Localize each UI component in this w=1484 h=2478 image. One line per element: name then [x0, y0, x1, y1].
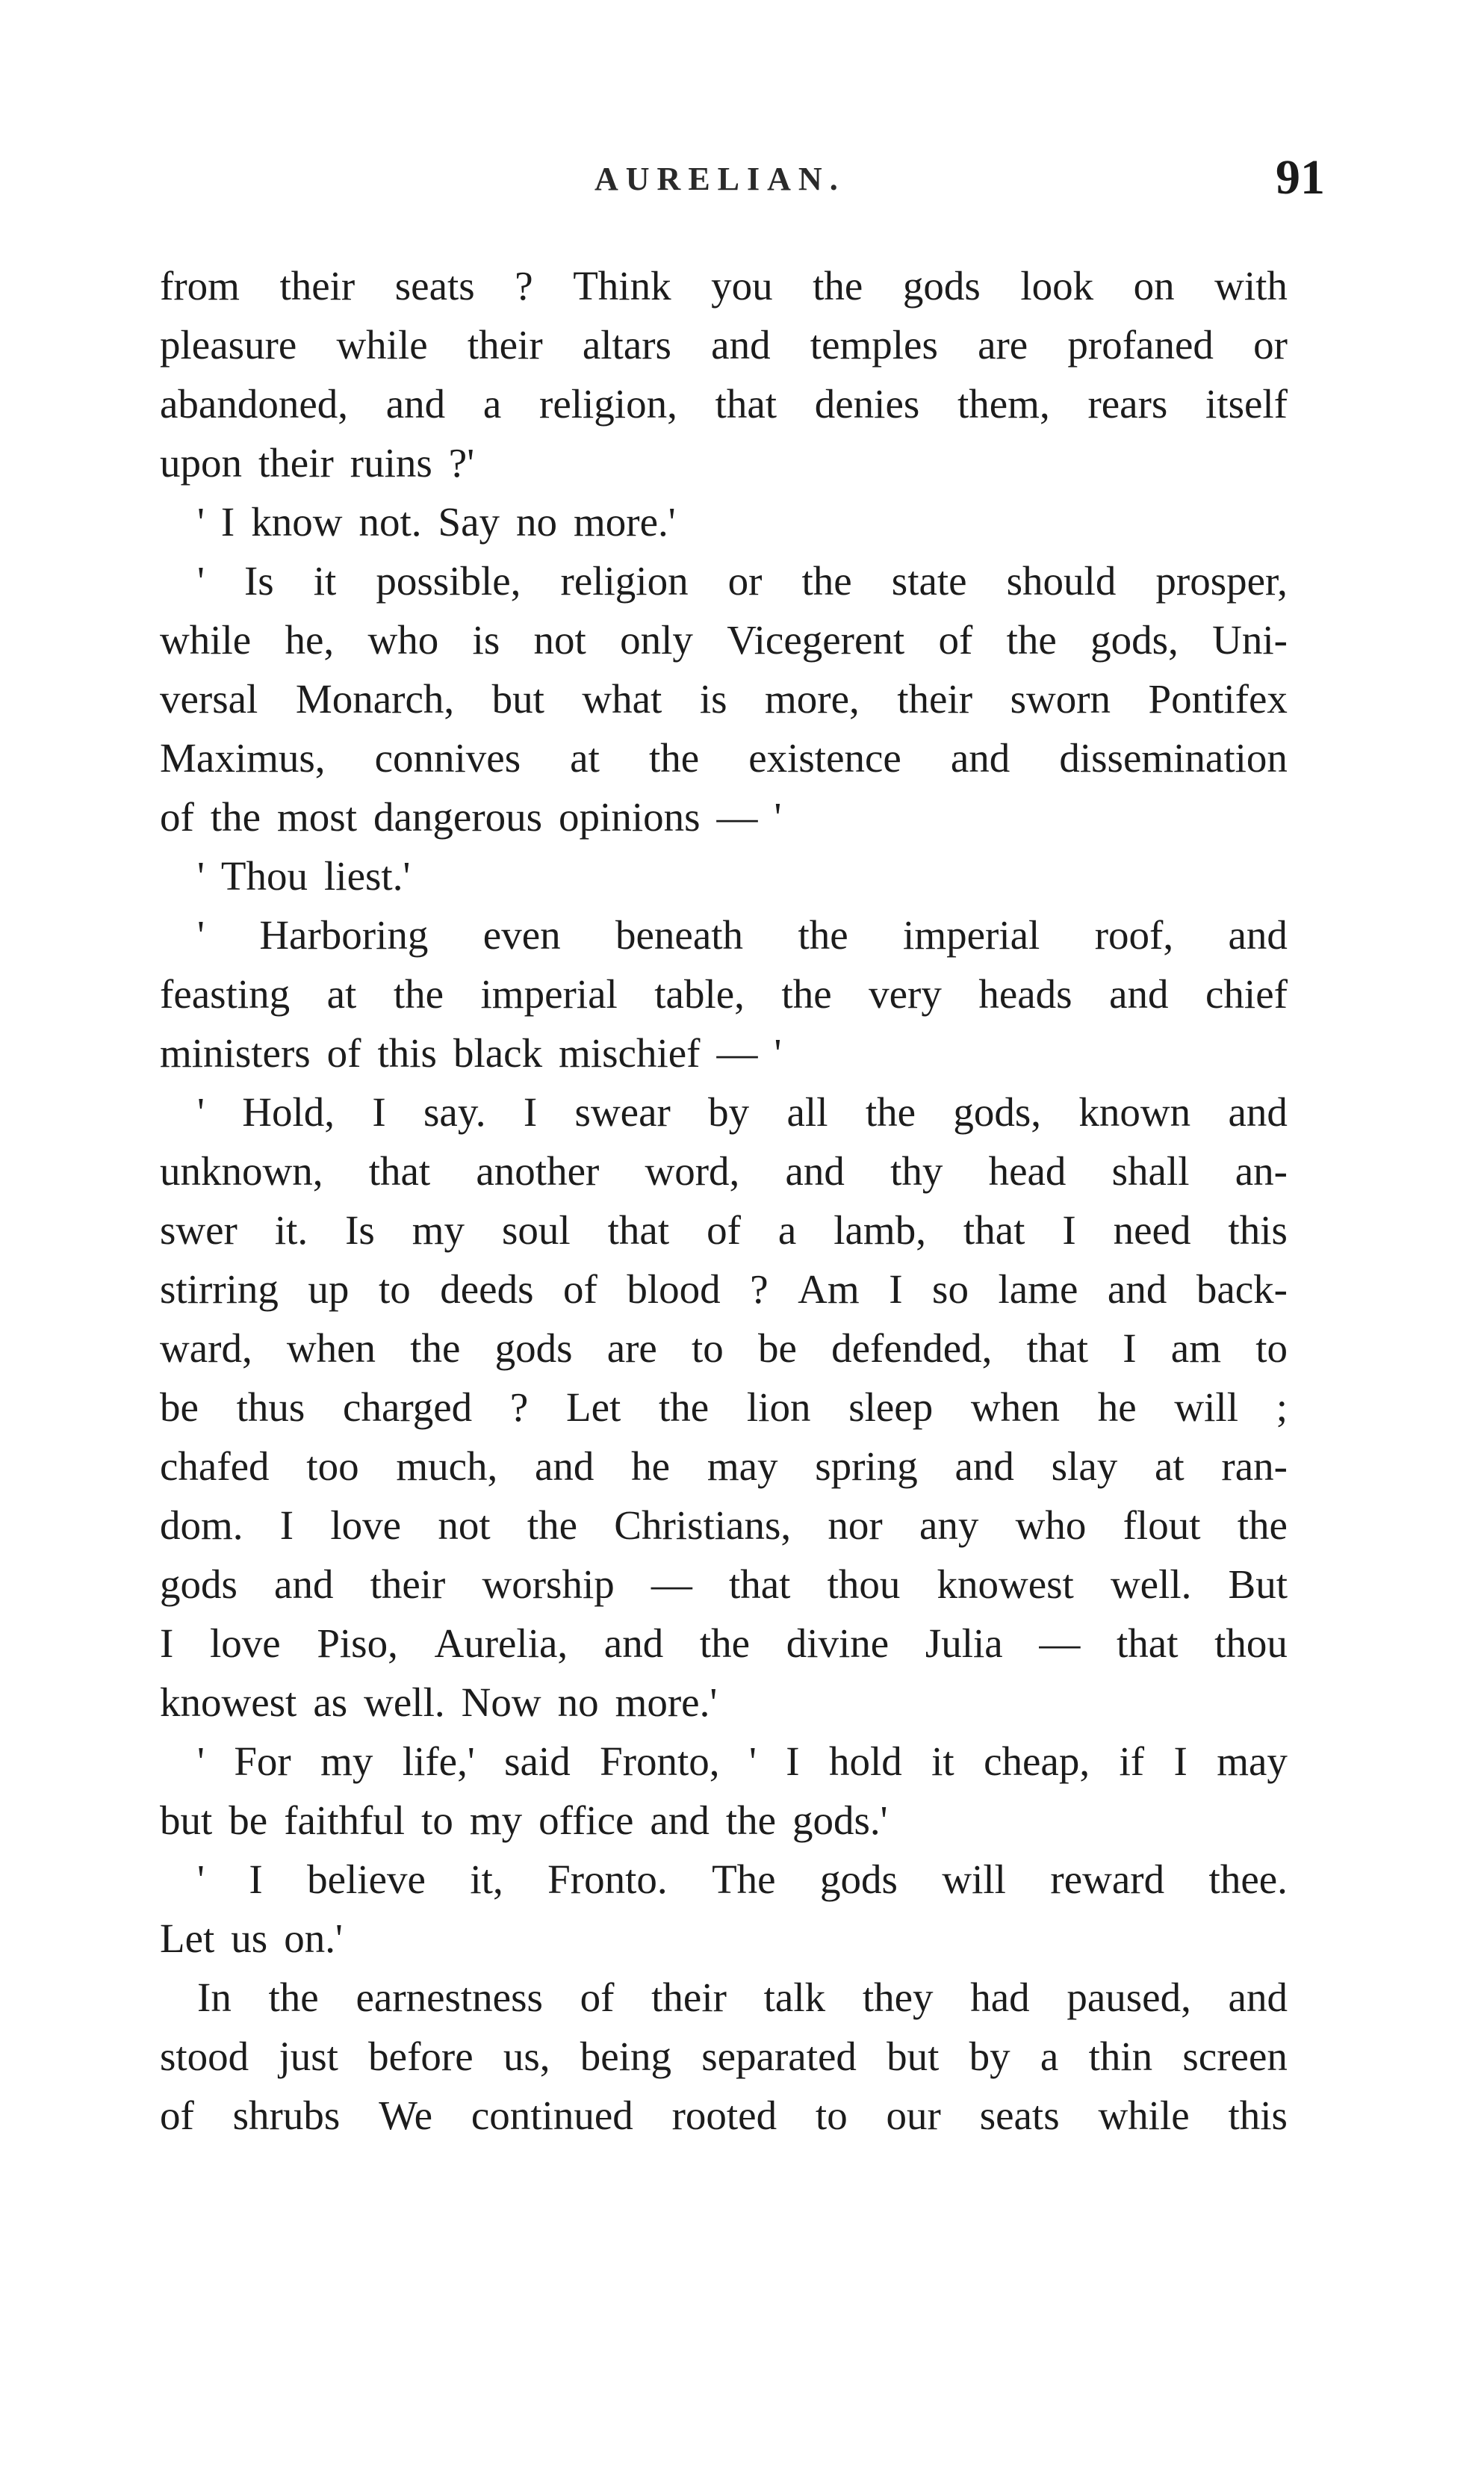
- text-line: ' For my life,' said Fronto, ' I hold it cheap, if I may: [197, 1738, 1288, 1784]
- text-line: Let us on.': [160, 1915, 343, 1961]
- text-line: In the earnestness of their talk they had paused, and: [197, 1974, 1288, 2020]
- text-line: ' Is it possible, religion or the state should prosper,: [197, 558, 1288, 604]
- text-line: gods and their worship — that thou knowest well. But: [160, 1561, 1288, 1607]
- text-line: versal Monarch, but what is more, their sworn Pontifex: [160, 676, 1288, 722]
- body-text: [160, 256, 1288, 2145]
- text-line: ministers of this black mischief — ': [160, 1030, 782, 1076]
- text-line: unknown, that another word, and thy head shall an-: [160, 1148, 1288, 1194]
- text-line: ' Hold, I say. I swear by all the gods, known and: [197, 1089, 1288, 1135]
- text-line: feasting at the imperial table, the very heads and chief: [160, 971, 1288, 1017]
- text-line: be thus charged ? Let the lion sleep when he will ;: [160, 1384, 1288, 1430]
- text-line: of the most dangerous opinions — ': [160, 794, 782, 840]
- text-line: stood just before us, being separated but by a thin screen: [160, 2033, 1288, 2079]
- text-line: dom. I love not the Christians, nor any who flout the: [160, 1502, 1288, 1548]
- text-line: ward, when the gods are to be defended, that I am to: [160, 1325, 1288, 1371]
- text-line: upon their ruins ?': [160, 440, 475, 486]
- text-line: from their seats ? Think you the gods look on with: [160, 263, 1288, 309]
- text-line: knowest as well. Now no more.': [160, 1679, 718, 1725]
- text-line: swer it. Is my soul that of a lamb, that I need this: [160, 1207, 1288, 1253]
- text-line: while he, who is not only Vicegerent of the gods, Uni-: [160, 617, 1288, 663]
- text-line: of shrubs We continued rooted to our seats while this: [160, 2093, 1288, 2138]
- text-line: but be faithful to my office and the gods.': [160, 1797, 888, 1843]
- text-line: chafed too much, and he may spring and slay at ran-: [160, 1443, 1288, 1489]
- text-line: stirring up to deeds of blood ? Am I so lame and back-: [160, 1266, 1288, 1312]
- text-line: ' I believe it, Fronto. The gods will reward thee.: [197, 1856, 1288, 1902]
- text-line: ' Thou liest.': [197, 853, 411, 899]
- text-line: ' I know not. Say no more.': [197, 499, 676, 545]
- running-head: AURELIAN.: [594, 161, 845, 197]
- text-line: ' Harboring even beneath the imperial roof, and: [197, 912, 1288, 958]
- page-number: 91: [1276, 150, 1325, 205]
- text-line: abandoned, and a religion, that denies them, rears itself: [160, 381, 1288, 427]
- text-line: pleasure while their altars and temples are profaned or: [160, 322, 1288, 368]
- text-line: Maximus, connives at the existence and dissemination: [160, 735, 1288, 781]
- text-line: I love Piso, Aurelia, and the divine Julia — that thou: [160, 1620, 1288, 1666]
